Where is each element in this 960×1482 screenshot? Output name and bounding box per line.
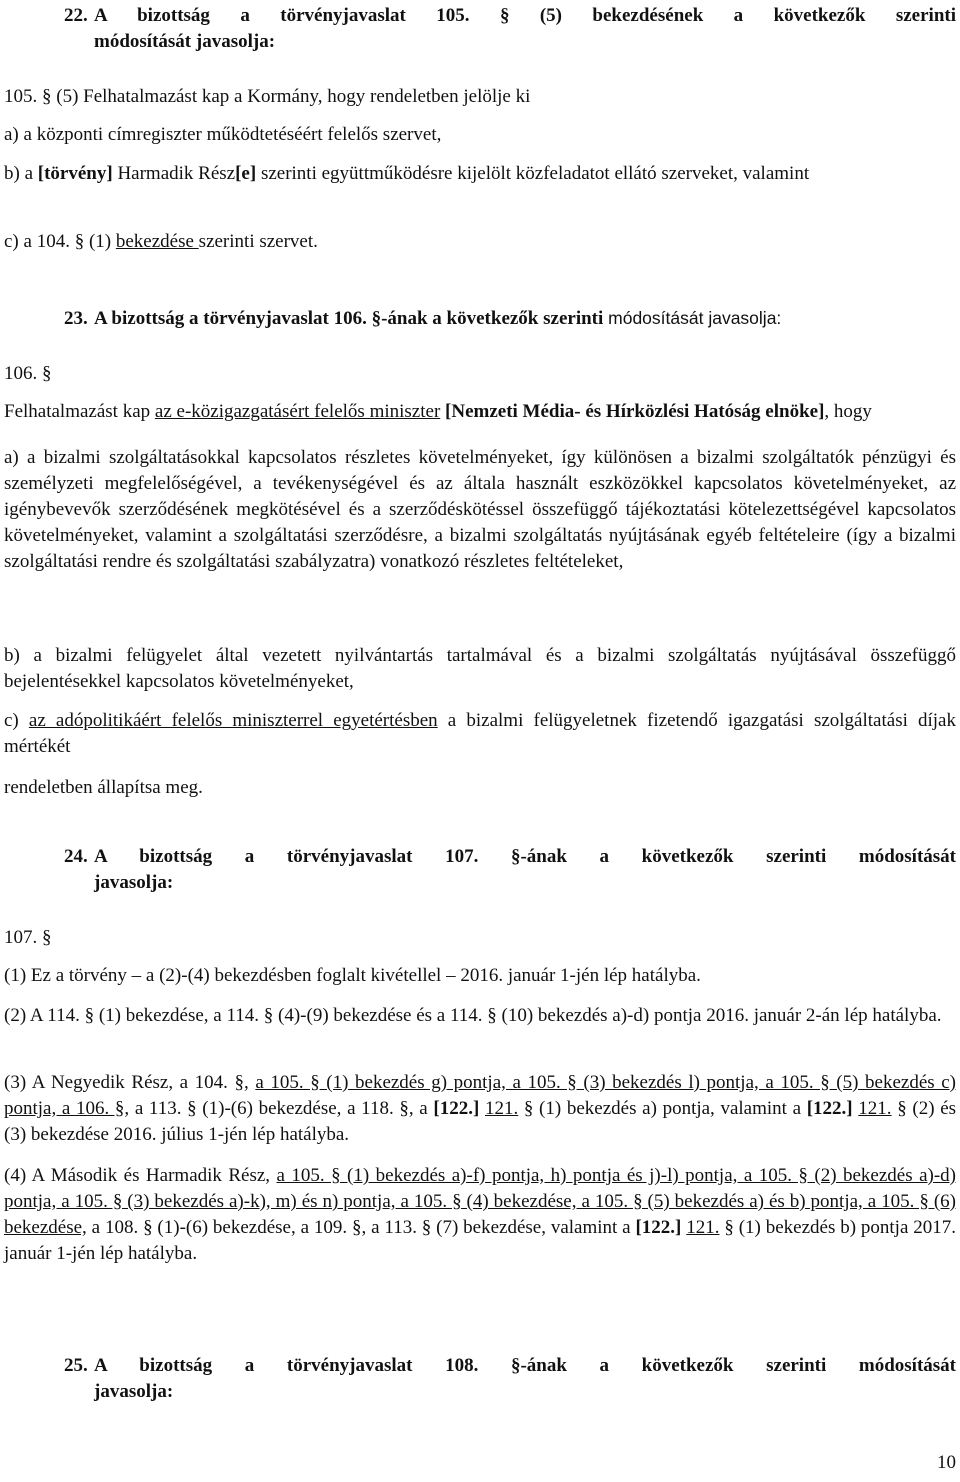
inserted-text: 121. — [858, 1098, 892, 1119]
inserted-text: 121. — [484, 1098, 519, 1119]
section-105-point-c — [4, 229, 954, 255]
text-span: § (1) bekezdés b) pontja 2017. január 1-jén lép hatályba. — [4, 1217, 957, 1264]
inserted-text: bekezdése — [115, 231, 199, 252]
heading-number: 25. — [64, 1355, 88, 1376]
text-span: (4) A Második és Harmadik Rész, — [4, 1165, 277, 1186]
text-span: szerinti szervet. — [198, 231, 318, 252]
heading-text-line1: A bizottság a törvényjavaslat 107. §-ának a következők szerinti módosítását — [94, 846, 956, 867]
heading-text-line1: A bizottság a törvényjavaslat 105. § (5) bekezdésének a következők szerinti — [94, 5, 956, 26]
text-span: szerinti együttműködésre kijelölt közfeladatot ellátó szerveket, valamint — [256, 163, 810, 184]
heading-text-line2: módosítását javasolja: — [94, 31, 276, 52]
heading-number: 22. — [64, 5, 88, 26]
text-span: , hogy — [824, 401, 872, 422]
deleted-text: [e] — [235, 163, 257, 184]
text-span: b) a — [4, 163, 38, 184]
text-span: (3) A Negyedik Rész, a 104. §, — [4, 1072, 256, 1093]
heading-number: 23. — [64, 308, 88, 329]
deleted-text: [122.] — [635, 1217, 682, 1238]
text-span: a 113. § (1)-(6) bekezdése, a 118. §, a — [129, 1098, 434, 1119]
section-106-closing: rendeletben állapítsa meg. — [4, 777, 203, 798]
inserted-text: az adópolitikáért felelős miniszterrel egyetértésben — [28, 710, 438, 731]
heading-text-line1: A bizottság a törvényjavaslat 108. §-ának a következők szerinti módosítását — [94, 1355, 956, 1376]
text-span: Harmadik Rész — [112, 163, 236, 184]
section-106-number: 106. § — [4, 363, 52, 384]
section-107-para-2: (2) A 114. § (1) bekezdése, a 114. § (4)-(9) bekezdése és a 114. § (10) bekezdés a)-d) pontja 2016. január 2-án lép hatályba. — [4, 1005, 942, 1026]
inserted-text: 121. — [686, 1217, 720, 1238]
text-span: § (1) bekezdés a) pontja, valamint a — [518, 1098, 807, 1119]
deleted-text: [Nemzeti Média- és Hírközlési Hatóság elnöke] — [445, 401, 825, 422]
inserted-text: az e-közigazgatásért felelős miniszter — [154, 401, 441, 422]
heading-text-tail: módosítását javasolja: — [603, 308, 782, 328]
section-105-point-b — [4, 161, 956, 187]
section-106-point-c — [4, 708, 956, 760]
section-106-intro — [4, 399, 956, 425]
heading-number: 24. — [64, 846, 88, 867]
heading-text-line2: javasolja: — [94, 872, 174, 893]
deleted-text: [122.] — [433, 1098, 480, 1119]
inserted-text: a 105. § (1) bekezdés a)-f) pontja, h) pontja és j)-l) pontja, a 105. § (2) bekezdés a)-d) pontja, a 105. § (3) bekezdés a)-k), m) és n) pontja, a 105. § (4) bekezdése, a 105. § (5) bekezdés a) és b) pontja, a 105. § (6) bekezdése, — [4, 1165, 956, 1238]
text-span: c) a 104. § (1) — [4, 231, 116, 252]
section-106-point-a: a) a bizalmi szolgáltatásokkal kapcsolatos részletes követelményeket, így különösen a bizalmi szolgáltatók pénzügyi és személyzeti megfelelőségével, a tevékenységével és az általa használt eszközökkel kapcsolatos követelményeket, az igénybevevők szerződésének megkötésével és a szerződéskötéssel összefüggő tájékoztatási kötelezettségével kapcsolatos követelményeket, valamint a szolgáltatási szerződésre, a bizalmi szolgáltatás nyújtásának egyéb feltételeire (így a bizalmi szolgáltatási rendre és szolgáltatási szabályzatra) vonatkozó részletes feltételeket, — [4, 447, 956, 572]
amendment-heading-22 — [64, 3, 956, 55]
amendment-heading-23 — [64, 305, 956, 332]
heading-text: A bizottság a törvényjavaslat 106. §-ának a következők szerinti — [94, 308, 604, 329]
amendment-heading-24 — [64, 844, 956, 896]
text-span: a bizalmi felügyeletnek fizetendő igazgatási szolgáltatási díjak mértékét — [4, 710, 956, 757]
text-span: Felhatalmazást kap — [4, 401, 155, 422]
section-107-para-1: (1) Ez a törvény – a (2)-(4) bekezdésben foglalt kivétellel – 2016. január 1-jén lép hatályba. — [4, 965, 701, 986]
deleted-text: [122.] — [806, 1098, 853, 1119]
text-span: a 108. § (1)-(6) bekezdése, a 109. §, a 113. § (7) bekezdése, valamint a — [86, 1217, 636, 1238]
text-span: c) — [4, 710, 29, 731]
page-number: 10 — [937, 1452, 956, 1473]
heading-text-line2: javasolja: — [94, 1381, 174, 1402]
inserted-text: a 105. § (1) bekezdés g) pontja, a 105. § (3) bekezdés l) pontja, a 105. § (5) bekezdés c) pontja, a 106. §, — [4, 1072, 956, 1119]
text-span: § (2) és (3) bekezdése 2016. július 1-jén lép hatályba. — [4, 1098, 957, 1145]
deleted-text: [törvény] — [37, 163, 113, 184]
section-105-intro: 105. § (5) Felhatalmazást kap a Kormány, hogy rendeletben jelölje ki — [4, 86, 531, 107]
amendment-heading-25 — [64, 1353, 956, 1405]
section-107-number: 107. § — [4, 927, 52, 948]
section-105-point-a: a) a központi címregiszter működtetéséért felelős szervet, — [4, 124, 442, 145]
section-107-para-4 — [4, 1163, 956, 1267]
section-107-para-3 — [4, 1070, 956, 1148]
section-106-point-b: b) a bizalmi felügyelet által vezetett nyilvántartás tartalmával és a bizalmi szolgáltatás nyújtásával összefüggő bejelentésekkel kapcsolatos követelményeket, — [4, 645, 956, 692]
